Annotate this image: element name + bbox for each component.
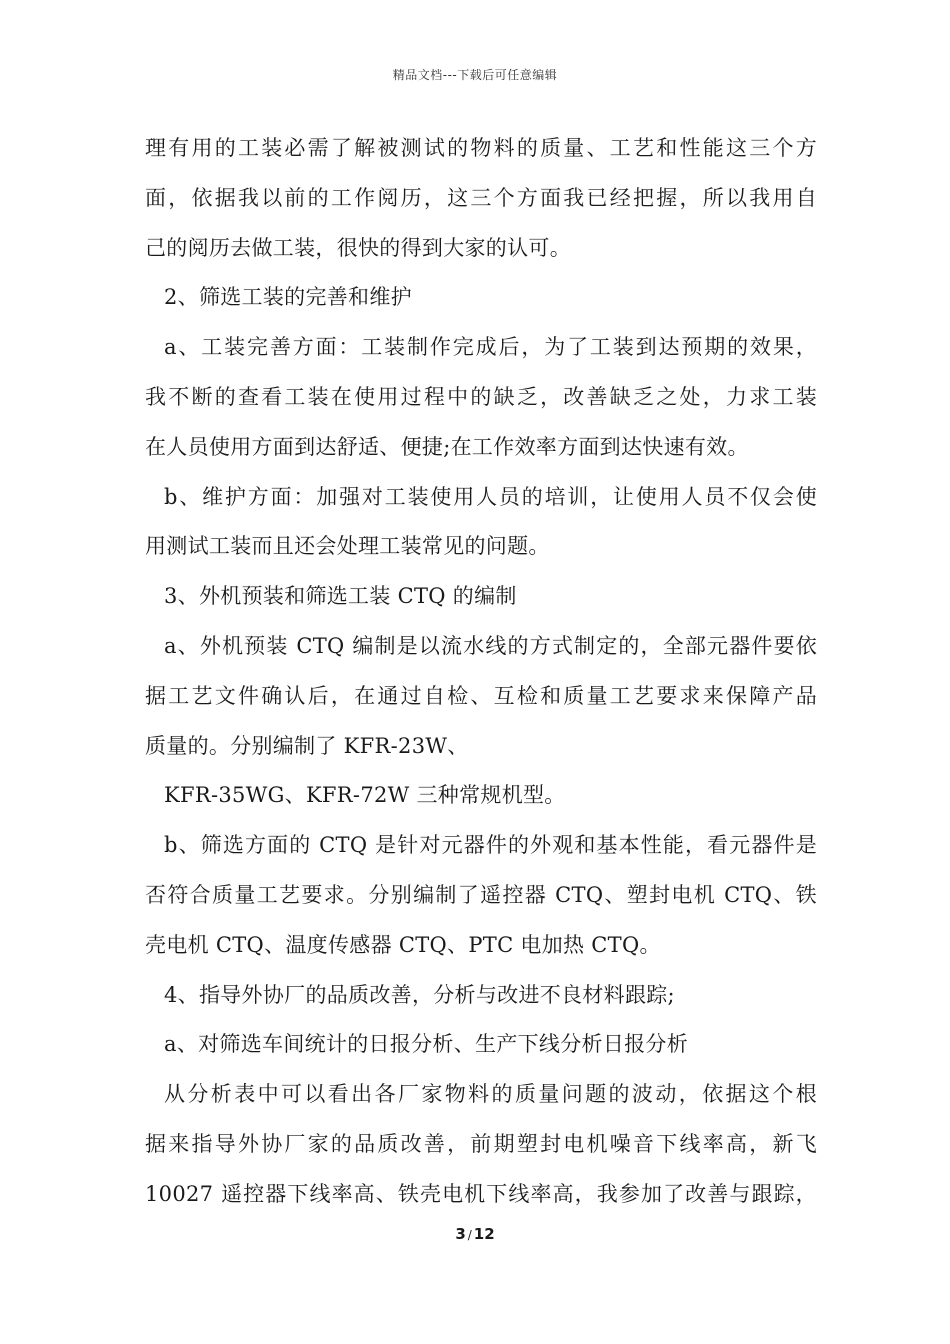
body-line-22: 10027 遥控器下线率高、铁壳电机下线率高，我参加了改善与跟踪， [145,1181,817,1206]
body-line-14: KFR-35WG、KFR-72W 三种常规机型。 [164,783,566,808]
body-line-20: 从分析表中可以看出各厂家物料的质量问题的波动，依据这个根 [164,1082,817,1107]
page-header: 精品文档---下载后可任意编辑 [392,68,558,82]
body-line-17: 壳电机 CTQ、温度传感器 CTQ、PTC 电加热 CTQ。 [145,932,661,957]
current-page-number: 3 [455,1225,466,1243]
body-line-2: 面，依据我以前的工作阅历，这三个方面我已经把握，所以我用自 [145,185,817,210]
body-line-13: 质量的。分别编制了 KFR-23W、 [145,733,469,758]
section-heading-2: 2、筛选工装的完善和维护 [164,285,412,310]
body-line-5: a、工装完善方面：工装制作完成后，为了工装到达预期的效果， [164,335,817,360]
body-line-6: 我不断的查看工装在使用过程中的缺乏，改善缺乏之处，力求工装 [145,384,817,409]
page-number [0,1225,950,1243]
body-line-16: 否符合质量工艺要求。分别编制了遥控器 CTQ、塑封电机 CTQ、铁 [145,882,817,907]
page-separator: / [467,1228,472,1242]
body-line-1: 理有用的工装必需了解被测试的物料的质量、工艺和性能这三个方 [145,136,817,160]
body-line-9: 用测试工装而且还会处理工装常见的问题。 [145,534,550,559]
body-line-12: 据工艺文件确认后，在通过自检、互检和质量工艺要求来保障产品 [145,683,817,708]
body-line-21: 据来指导外协厂家的品质改善，前期塑封电机噪音下线率高，新飞 [145,1131,817,1156]
body-line-3: 己的阅历去做工装，很快的得到大家的认可。 [145,235,571,260]
section-heading-3: 3、外机预装和筛选工装 CTQ 的编制 [164,584,517,609]
body-line-11: a、外机预装 CTQ 编制是以流水线的方式制定的，全部元器件要依 [164,633,817,658]
section-heading-4: 4、指导外协厂的品质改善，分析与改进不良材料跟踪; [164,982,675,1007]
document-body [145,130,817,1226]
body-line-15: b、筛选方面的 CTQ 是针对元器件的外观和基本性能，看元器件是 [164,833,817,858]
body-line-19: a、对筛选车间统计的日报分析、生产下线分析日报分析 [164,1032,689,1057]
total-page-count: 12 [473,1225,495,1243]
body-line-8: b、维护方面：加强对工装使用人员的培训，让使用人员不仅会使 [164,484,817,509]
body-line-7: 在人员使用方面到达舒适、便捷;在工作效率方面到达快速有效。 [145,434,749,459]
